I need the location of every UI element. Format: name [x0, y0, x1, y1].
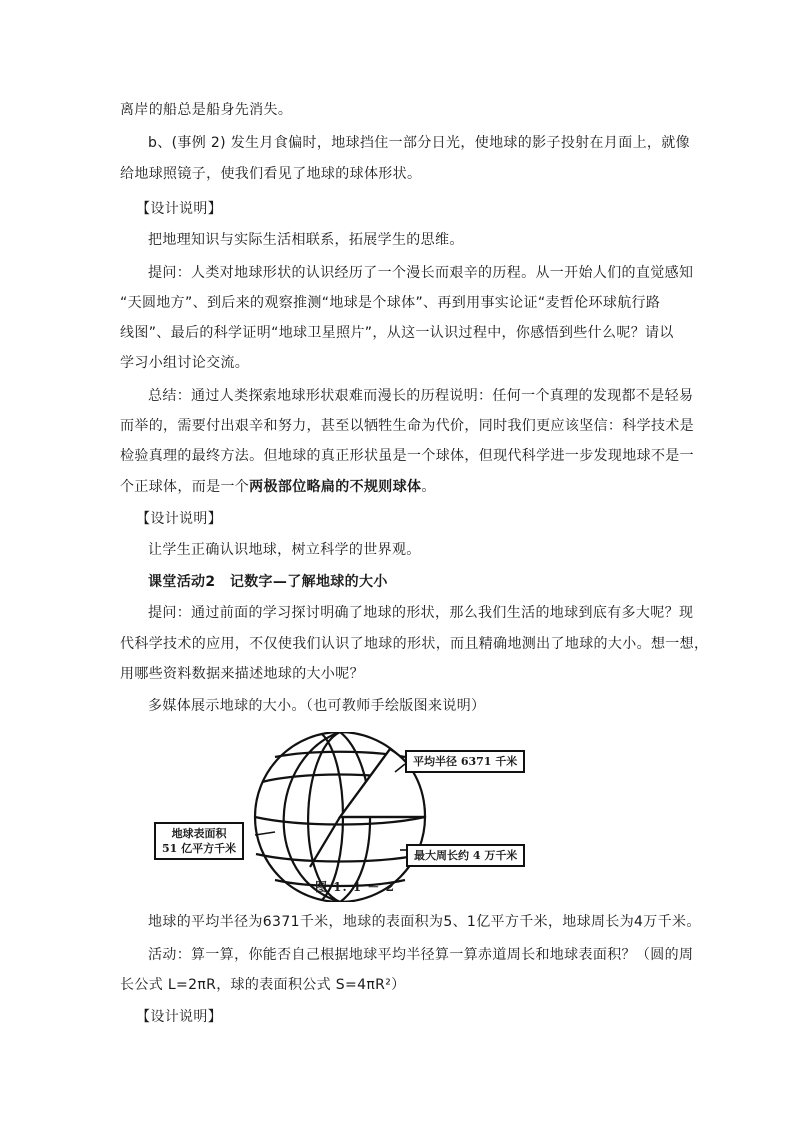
surface-area-label — [154, 822, 244, 860]
paragraph-line: 总结：通过人类探索地球形状艰难而漫长的历程说明：任何一个真理的发现都不是轻易 — [148, 388, 694, 404]
paragraph-line: 线图”、最后的科学证明“地球卫星照片”，从这一认识过程中，你感悟到些什么呢？请以 — [120, 325, 674, 341]
paragraph-line: 学习小组讨论交流。 — [120, 355, 250, 371]
paragraph-line: 离岸的船总是船身先消失。 — [120, 102, 293, 118]
design-note-heading: 【设计说明】 — [136, 201, 223, 217]
paragraph-line: 代科学技术的应用，不仅使我们认识了地球的形状，而且精确地测出了地球的大小。想一想， — [120, 636, 709, 652]
paragraph-line: b、(事例 2) 发生月食偏时，地球挡住一部分日光，使地球的影子投射在月面上，就像 — [148, 135, 690, 151]
paragraph-line: 让学生正确认识地球，树立科学的世界观。 — [148, 542, 421, 558]
paragraph-line: 提问：通过前面的学习探讨明确了地球的形状，那么我们生活的地球到底有多大呢？现 — [148, 605, 694, 621]
text-span: 。 — [421, 479, 436, 495]
paragraph-line: 长公式 L=2πR，球的表面积公式 S=4πR²） — [120, 977, 406, 993]
paragraph-line — [120, 477, 436, 497]
circumference-label: 最大周长约 4 万千米 — [406, 844, 525, 867]
paragraph-line: 活动：算一算，你能否自己根据地球平均半径算一算赤道周长和地球表面积？（圆的周 — [148, 947, 694, 963]
surface-area-label-line2: 51 亿平方千米 — [162, 842, 237, 855]
design-note-heading: 【设计说明】 — [136, 511, 223, 527]
paragraph-line: 多媒体展示地球的大小。（也可教师手绘版图来说明） — [148, 698, 486, 714]
surface-area-label-line1: 地球表面积 — [171, 827, 227, 840]
earth-size-figure — [150, 732, 530, 902]
figure-caption: 图 1. 1 － 2 — [315, 880, 395, 894]
paragraph-line: 给地球照镜子，使我们看见了地球的球体形状。 — [120, 166, 422, 182]
text-span: 个正球体，而是一个 — [120, 479, 250, 495]
emphasis-text: 两极部位略扁的不规则球体 — [249, 479, 422, 495]
paragraph-line: 把地理知识与实际生活相联系，拓展学生的思维。 — [148, 232, 464, 248]
section-heading: 课堂活动2 记数字—了解地球的大小 — [148, 574, 388, 590]
paragraph-line: 用哪些资料数据来描述地球的大小呢？ — [120, 666, 364, 682]
paragraph-line: “天圆地方”、到后来的观察推测“地球是个球体”、再到用事实论证“麦哲伦环球航行路 — [120, 295, 661, 311]
radius-label: 平均半径 6371 千米 — [405, 750, 525, 773]
paragraph-line: 提问：人类对地球形状的认识经历了一个漫长而艰辛的历程。从一开始人们的直觉感知 — [148, 265, 694, 281]
design-note-heading: 【设计说明】 — [136, 1009, 223, 1025]
paragraph-line: 地球的平均半径为6371千米，地球的表面积为5、1亿平方千米，地球周长为4万千米。 — [148, 914, 701, 930]
paragraph-line: 而举的，需要付出艰辛和努力，甚至以牺牲生命为代价，同时我们更应该坚信：科学技术是 — [120, 418, 694, 434]
paragraph-line: 检验真理的最终方法。但地球的真正形状虽是一个球体，但现代科学进一步发现地球不是一 — [120, 448, 694, 464]
